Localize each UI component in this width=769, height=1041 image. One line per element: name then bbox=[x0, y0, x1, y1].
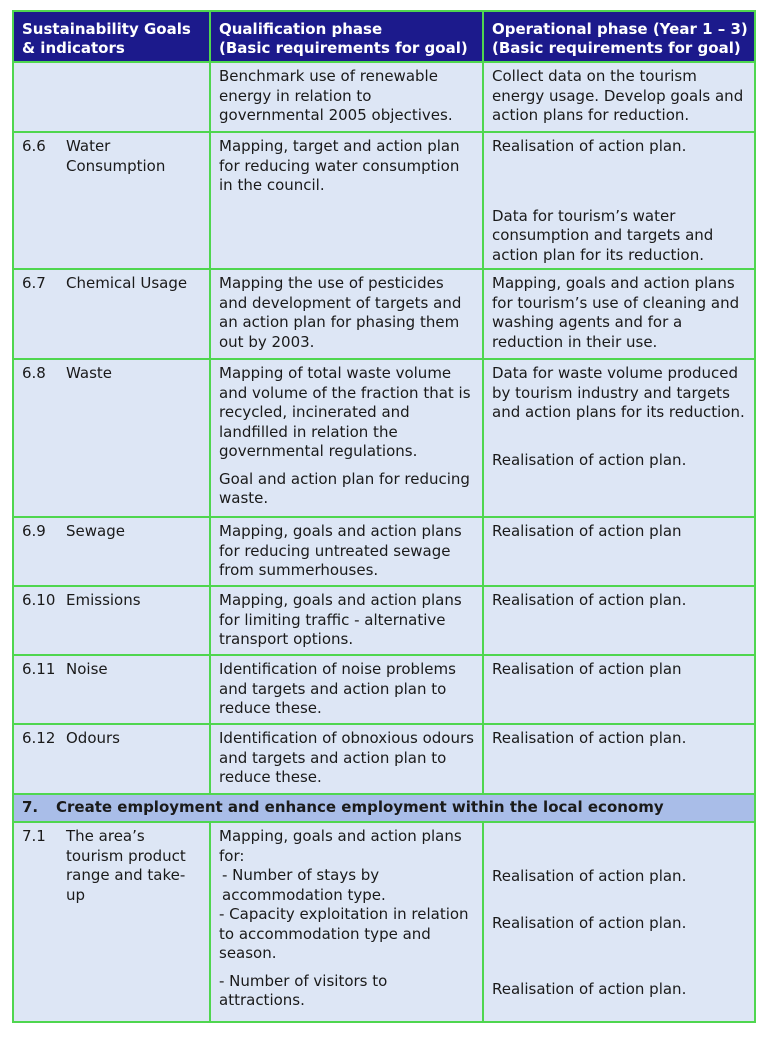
table-row bbox=[13, 62, 755, 132]
qualification-cell: Mapping the use of pesticides and development of targets and an action plan for phasing them out by 2003. bbox=[210, 269, 483, 359]
operational-cell: Realisation of action plan. bbox=[483, 724, 755, 794]
operational-cell: Realisation of action plan bbox=[483, 517, 755, 586]
table-row bbox=[13, 132, 755, 269]
table-row bbox=[13, 517, 755, 586]
goal-cell: 6.10 Emissions bbox=[13, 586, 210, 655]
table-row bbox=[13, 655, 755, 724]
qualification-cell: Identification of obnoxious odours and targets and action plan to reduce these. bbox=[210, 724, 483, 794]
qualification-cell: Mapping of total waste volume and volume of the fraction that is recycled, incinerated and landfilled in relation the governmental regulations. Goal and action plan for reducing waste. bbox=[210, 359, 483, 517]
table-row bbox=[13, 822, 755, 1022]
section-heading-row bbox=[13, 794, 755, 822]
qualification-cell: Mapping, goals and action plans for limiting traffic - alternative transport options. bbox=[210, 586, 483, 655]
table-row bbox=[13, 269, 755, 359]
operational-cell: Realisation of action plan. bbox=[483, 586, 755, 655]
operational-cell: Realisation of action plan. Realisation of action plan. Realisation of action plan. bbox=[483, 822, 755, 1022]
sustainability-table bbox=[12, 10, 756, 1023]
table-row bbox=[13, 724, 755, 794]
goal-cell bbox=[13, 62, 210, 132]
goal-cell: 6.7 Chemical Usage bbox=[13, 269, 210, 359]
goal-cell: 6.11 Noise bbox=[13, 655, 210, 724]
header-goals: Sustainability Goals & indicators bbox=[13, 11, 210, 62]
header-row bbox=[13, 11, 755, 62]
section-heading: 7. Create employment and enhance employment within the local economy bbox=[13, 794, 755, 822]
header-operational: Operational phase (Year 1 – 3) (Basic requirements for goal) bbox=[483, 11, 755, 62]
goal-cell: 6.9 Sewage bbox=[13, 517, 210, 586]
operational-cell: Collect data on the tourism energy usage. Develop goals and action plans for reduction. bbox=[483, 62, 755, 132]
goal-cell: 6.6 Water Consumption bbox=[13, 132, 210, 269]
goal-cell: 6.12 Odours bbox=[13, 724, 210, 794]
table-row bbox=[13, 586, 755, 655]
goal-cell: 6.8 Waste bbox=[13, 359, 210, 517]
qualification-cell: Mapping, goals and action plans for reducing untreated sewage from summerhouses. bbox=[210, 517, 483, 586]
goal-cell: 7.1 The area’s tourism product range and take-up bbox=[13, 822, 210, 1022]
qualification-cell: Mapping, target and action plan for reducing water consumption in the council. bbox=[210, 132, 483, 269]
operational-cell: Data for waste volume produced by tourism industry and targets and action plans for its reduction. Realisation of action plan. bbox=[483, 359, 755, 517]
table-row bbox=[13, 359, 755, 517]
operational-cell: Mapping, goals and action plans for tourism’s use of cleaning and washing agents and for a reduction in their use. bbox=[483, 269, 755, 359]
qualification-cell: Identification of noise problems and targets and action plan to reduce these. bbox=[210, 655, 483, 724]
operational-cell: Realisation of action plan bbox=[483, 655, 755, 724]
qualification-cell: Benchmark use of renewable energy in relation to governmental 2005 objectives. bbox=[210, 62, 483, 132]
operational-cell: Realisation of action plan. Data for tourism’s water consumption and targets and action plan for its reduction. bbox=[483, 132, 755, 269]
qualification-cell: Mapping, goals and action plans for: - Number of stays by accommodation type. - Capacity exploitation in relation to accommodation type and season. - Number of visitors to attractions. bbox=[210, 822, 483, 1022]
header-qualification: Qualification phase (Basic requirements for goal) bbox=[210, 11, 483, 62]
